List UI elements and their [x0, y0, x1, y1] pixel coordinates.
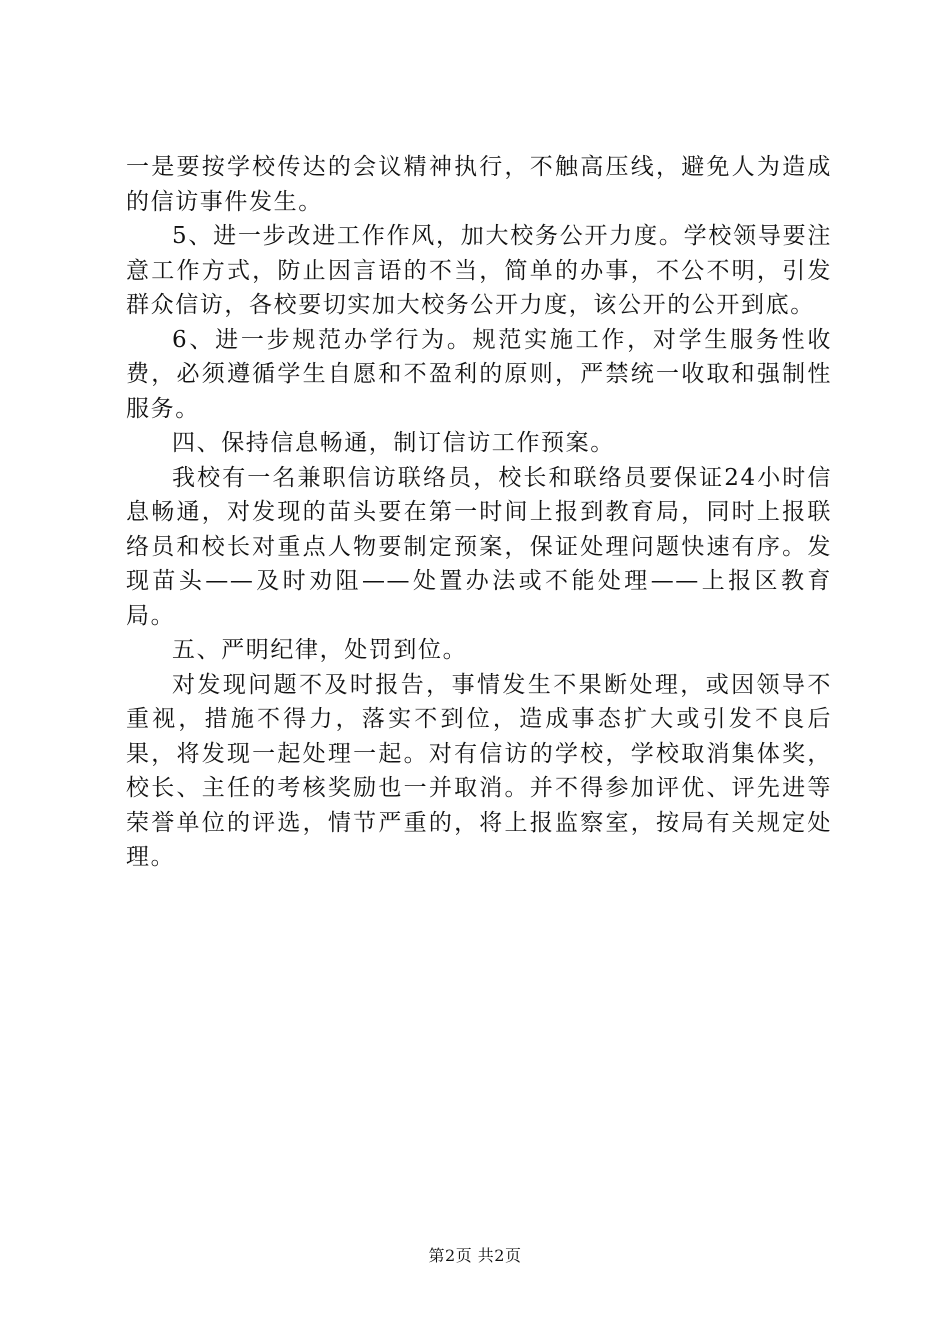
section-heading-4: 四、保持信息畅通，制订信访工作预案。: [172, 430, 615, 456]
paragraph-7: 对发现问题不及时报告，事情发生不果断处理，或因领导不重视，措施不得力，落实不到位，造成事态扩大或引发不良后果，将发现一起处理一起。对有信访的学校，学校取消集体奖，校长、主任的考核奖励也一并取消。并不得参加评优、评先进等荣誉单位的评选，情节严重的，将上报监察室，按局有关规定处理。: [126, 671, 832, 870]
page-number-footer: 第2页 共2页: [428, 1246, 522, 1265]
document-body: [126, 150, 832, 875]
paragraph-3: 6、进一步规范办学行为。规范实施工作，对学生服务性收费，必须遵循学生自愿和不盈利的原则，严禁统一收取和强制性服务。: [126, 326, 832, 422]
section-heading-5: 五、严明纪律，处罚到位。: [172, 637, 468, 663]
paragraph-5: 我校有一名兼职信访联络员，校长和联络员要保证24小时信息畅通，对发现的苗头要在第一时间上报到教育局，同时上报联络员和校长对重点人物要制定预案，保证处理问题快速有序。发现苗头——及时劝阻——处置办法或不能处理——上报区教育局。: [126, 464, 832, 629]
paragraph-1: 一是要按学校传达的会议精神执行，不触高压线，避免人为造成的信访事件发生。: [126, 154, 832, 215]
paragraph-2: 5、进一步改进工作作风，加大校务公开力度。学校领导要注意工作方式，防止因言语的不当，简单的办事，不公不明，引发群众信访，各校要切实加大校务公开力度，该公开的公开到底。: [126, 223, 832, 318]
